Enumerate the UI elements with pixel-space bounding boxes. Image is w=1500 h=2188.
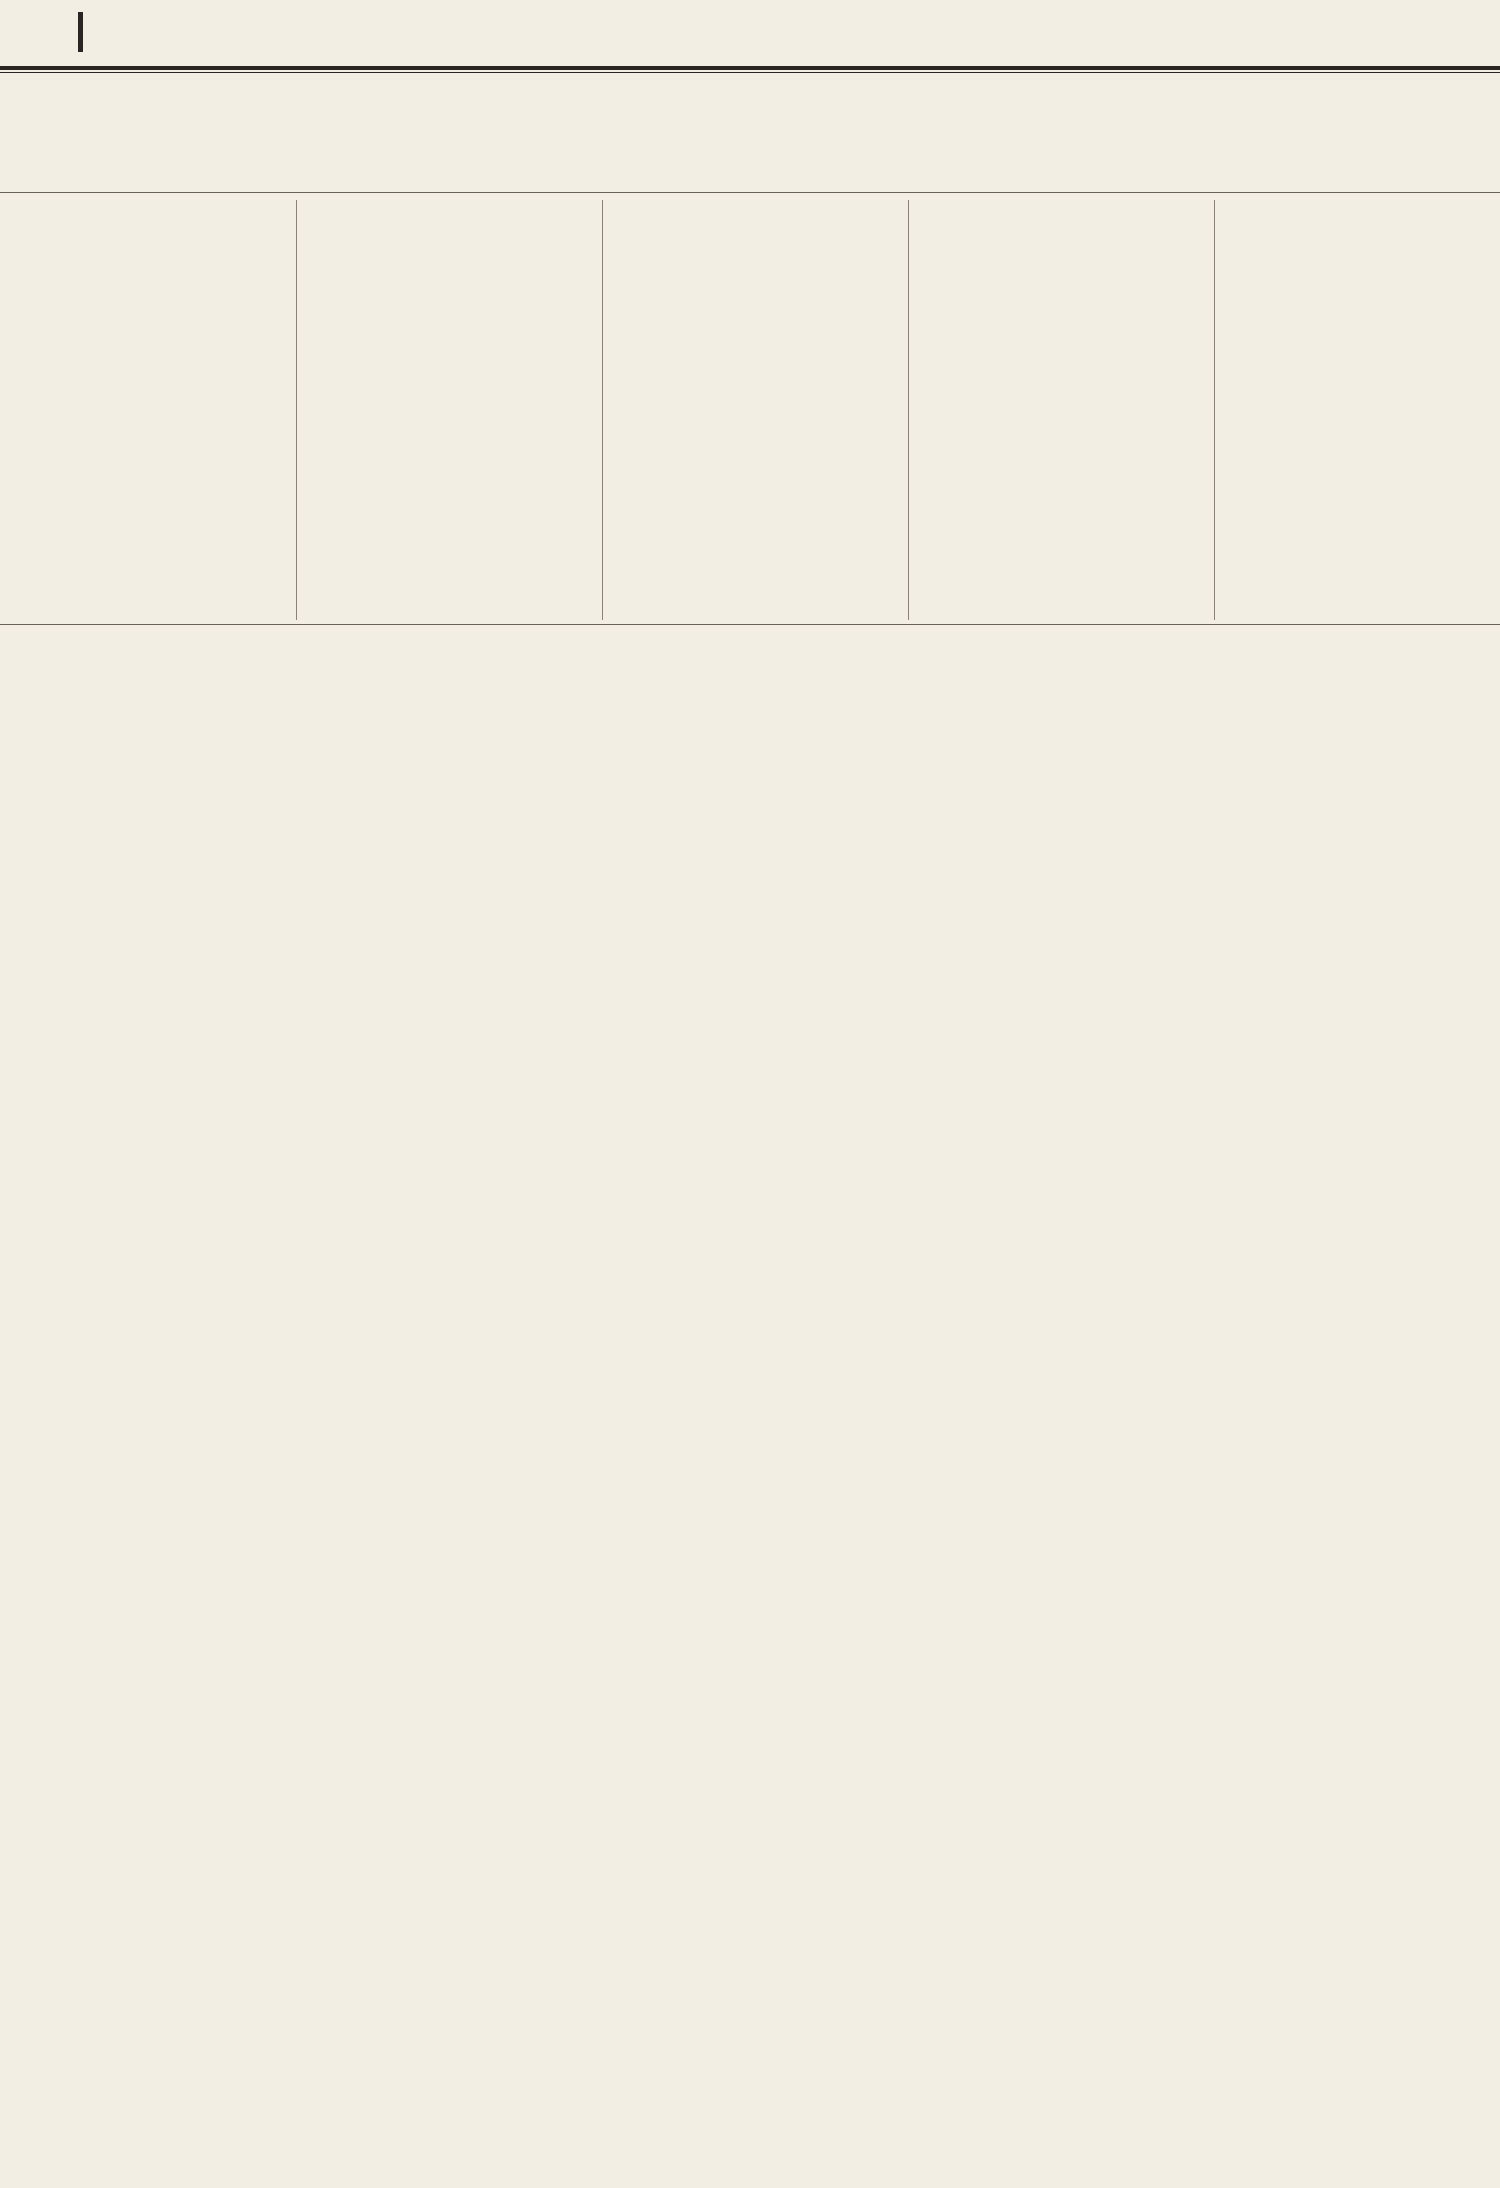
column-rule — [296, 200, 297, 620]
page-header — [0, 0, 1500, 70]
page-meta — [896, 0, 974, 48]
section-divider — [0, 624, 1500, 625]
column-rule — [908, 200, 909, 620]
title-divider — [0, 192, 1500, 193]
header-rule-thin — [0, 72, 1500, 73]
column-rule — [1214, 200, 1215, 620]
column-rule — [602, 200, 603, 620]
header-divider — [78, 12, 83, 52]
header-rule — [0, 66, 1500, 70]
